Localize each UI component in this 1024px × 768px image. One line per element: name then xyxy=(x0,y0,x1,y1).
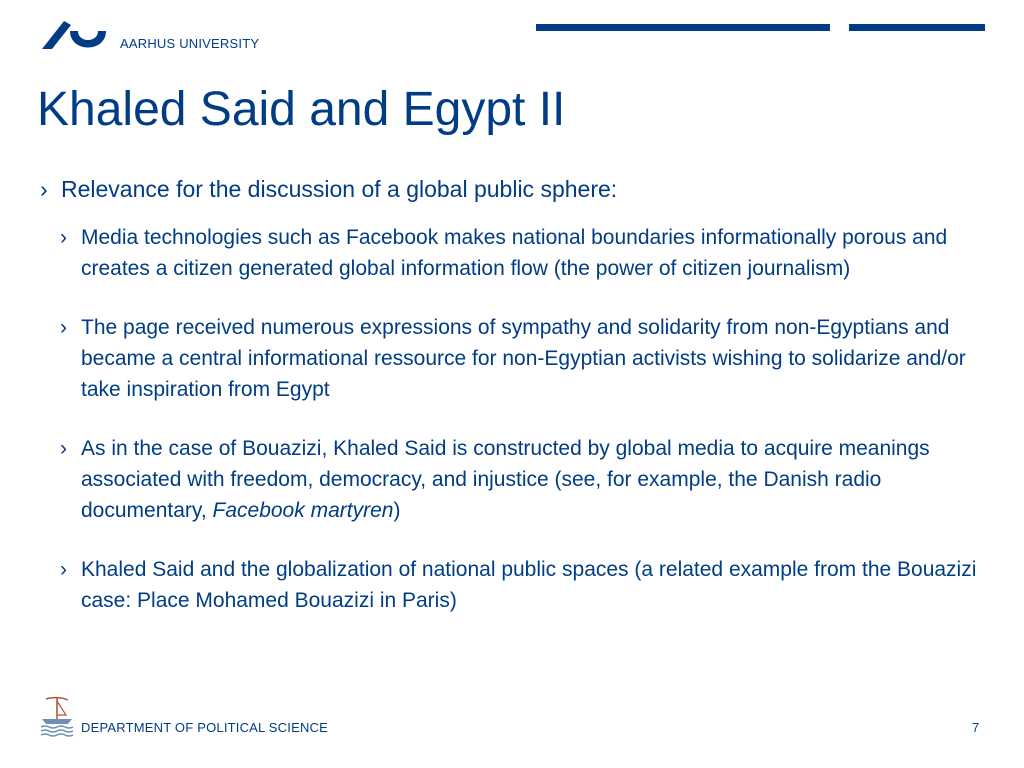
sub-bullet xyxy=(60,554,1001,616)
header-bar-short xyxy=(849,24,985,31)
main-bullet-text: Relevance for the discussion of a global public sphere: xyxy=(61,176,618,202)
slide-title: Khaled Said and Egypt II xyxy=(37,83,566,136)
sub-bullet xyxy=(60,222,1001,284)
header-bar-long xyxy=(536,24,830,31)
sub-bullet-text: Khaled Said and the globalization of national public spaces (a related example from the Bouazizi case: Place Mohamed Bouazizi in Paris) xyxy=(81,558,977,612)
bullet-marker: › xyxy=(60,316,67,339)
bullet-marker: › xyxy=(60,226,67,249)
aarhus-university-logo-icon xyxy=(40,19,106,51)
sub-bullet xyxy=(60,312,1001,405)
sub-bullet-text-tail: ) xyxy=(393,499,401,522)
sub-bullet-list xyxy=(40,222,990,616)
sub-bullet-text: The page received numerous expressions of sympathy and solidarity from non-Egyptians and became a central informational ressource for non-Egyptian activists wishing to solidarize and/or take inspiration from Egypt xyxy=(81,316,966,401)
slide-content xyxy=(40,170,990,644)
footer-department: DEPARTMENT OF POLITICAL SCIENCE xyxy=(81,720,328,735)
bullet-marker: › xyxy=(60,558,67,581)
bullet-marker: › xyxy=(40,176,48,202)
documentary-title: Facebook martyren xyxy=(212,499,394,522)
main-bullet xyxy=(40,170,990,208)
university-name: AARHUS UNIVERSITY xyxy=(120,36,260,51)
sub-bullet xyxy=(60,433,1001,526)
political-science-ship-logo-icon xyxy=(40,695,74,737)
sub-bullet-text: Media technologies such as Facebook makes national boundaries informationally porous and creates a citizen generated global information flow (the power of citizen journalism) xyxy=(81,226,948,280)
bullet-marker: › xyxy=(60,437,67,460)
sub-bullet-text: As in the case of Bouazizi, Khaled Said is constructed by global media to acquire meanings associated with freedom, democracy, and injustice (see, for example, the Danish radio documentary, xyxy=(81,437,930,522)
page-number: 7 xyxy=(972,720,980,735)
